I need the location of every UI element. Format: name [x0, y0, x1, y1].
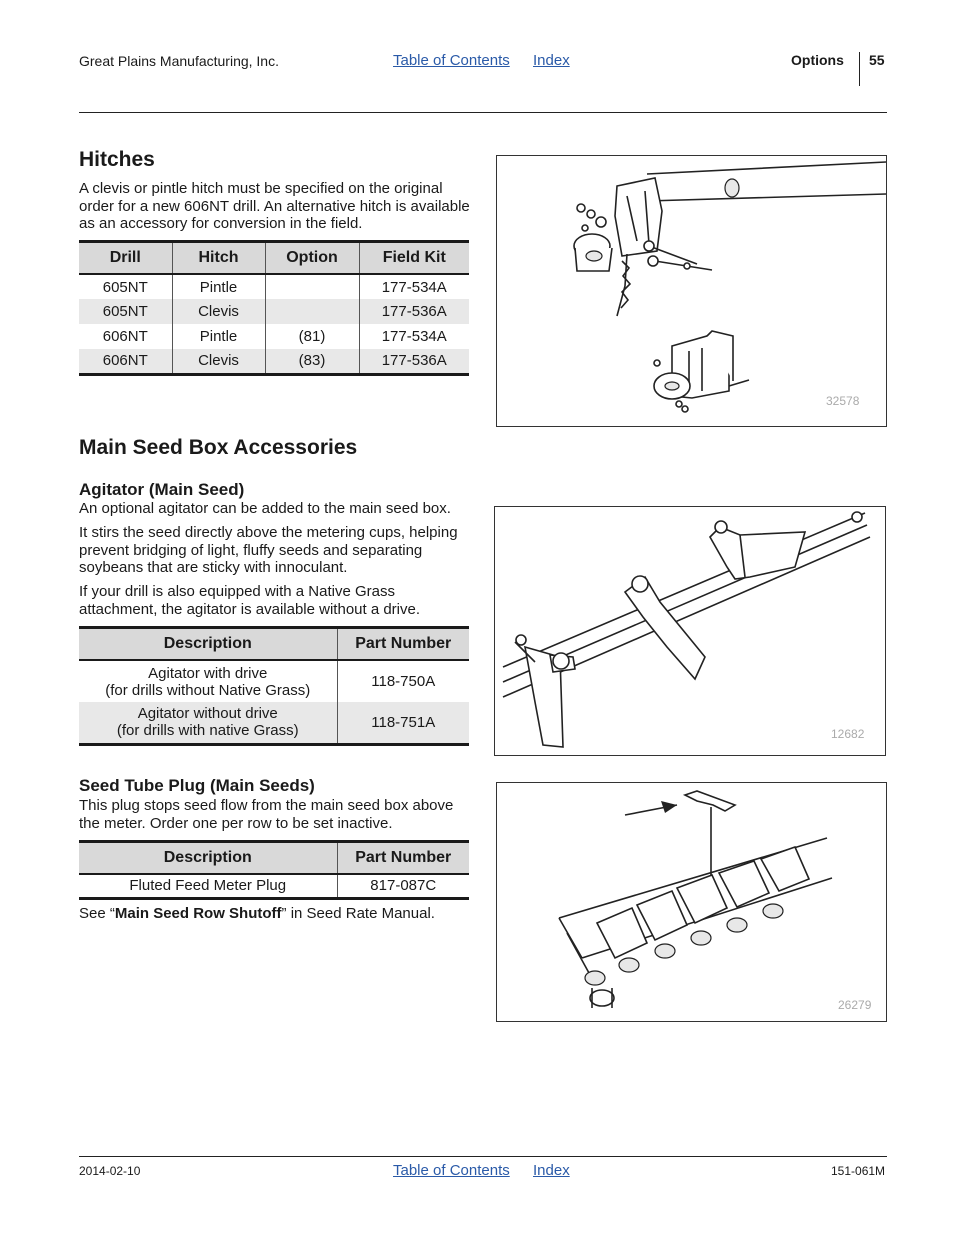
plug-illustration	[497, 783, 886, 1021]
agitator-title: Agitator (Main Seed)	[79, 480, 245, 499]
cell-option	[265, 274, 359, 299]
cell-field-kit: 177-536A	[359, 349, 469, 374]
hitches-table	[79, 240, 469, 376]
cell-option: (81)	[265, 324, 359, 349]
pointer-arrow-icon	[661, 801, 677, 813]
section-name: Options	[791, 52, 844, 68]
agitator-text-3: If your drill is also equipped with a Native Grass attachment, the agitator is available without a drive.	[79, 583, 421, 618]
index-link-top[interactable]: Index	[533, 52, 570, 69]
agitator-figure	[494, 506, 886, 756]
cell-part-number: 118-751A	[337, 702, 469, 744]
cell-part-number: 817-087C	[337, 874, 469, 898]
footer-rule	[79, 1156, 887, 1157]
col-header-option: Option	[265, 242, 359, 275]
col-header-part-number: Part Number	[337, 842, 469, 875]
plug-title: Seed Tube Plug (Main Seeds)	[79, 776, 315, 795]
cell-part-number: 118-750A	[337, 660, 469, 702]
plug-text: This plug stops seed flow from the main seed box above the meter. Order one per row to be set inactive.	[79, 797, 454, 832]
col-header-drill: Drill	[79, 242, 172, 275]
cell-drill: 606NT	[79, 349, 172, 374]
cell-hitch: Clevis	[172, 349, 265, 374]
cell-description	[79, 660, 337, 702]
cell-option: (83)	[265, 349, 359, 374]
col-header-description: Description	[79, 628, 337, 661]
table-header-row	[79, 628, 469, 661]
table-row	[79, 274, 469, 299]
agitator-illustration	[495, 507, 885, 755]
see-reference-title: Main Seed Row Shutoff	[114, 905, 282, 922]
table-header-row	[79, 842, 469, 875]
description-line-1: Agitator without drive	[137, 705, 278, 723]
description-line-2: (for drills with native Grass)	[116, 722, 299, 740]
cell-hitch: Clevis	[172, 299, 265, 324]
see-suffix: ” in Seed Rate Manual.	[281, 905, 435, 922]
toc-link-bottom[interactable]: Table of Contents	[393, 1162, 510, 1179]
see-prefix: See “	[79, 905, 115, 922]
description-line-2: (for drills without Native Grass)	[105, 681, 311, 699]
table-header-row	[79, 242, 469, 275]
description-line-1: Agitator with drive	[148, 664, 268, 682]
agitator-table	[79, 626, 469, 746]
agitator-text-1: An optional agitator can be added to the main seed box.	[79, 500, 451, 517]
table-row	[79, 324, 469, 349]
cell-hitch: Pintle	[172, 324, 265, 349]
table-row	[79, 299, 469, 324]
cell-field-kit: 177-534A	[359, 324, 469, 349]
agitator-figure-number: 12682	[831, 727, 865, 741]
cell-option	[265, 299, 359, 324]
footer-date: 2014-02-10	[79, 1164, 141, 1178]
cell-drill: 605NT	[79, 299, 172, 324]
table-row	[79, 349, 469, 374]
company-name: Great Plains Manufacturing, Inc.	[79, 53, 279, 69]
table-row	[79, 874, 469, 898]
col-header-hitch: Hitch	[172, 242, 265, 275]
col-header-part-number: Part Number	[337, 628, 469, 661]
footer-doc-number: 151-061M	[831, 1164, 886, 1178]
plug-figure-number: 26279	[838, 998, 872, 1012]
cell-field-kit: 177-536A	[359, 299, 469, 324]
cell-hitch: Pintle	[172, 274, 265, 299]
seedbox-title: Main Seed Box Accessories	[79, 436, 358, 459]
index-link-bottom[interactable]: Index	[533, 1162, 570, 1179]
page-number: 55	[869, 52, 885, 68]
col-header-field-kit: Field Kit	[359, 242, 469, 275]
table-row	[79, 702, 469, 744]
plug-figure	[496, 782, 887, 1022]
cell-drill: 606NT	[79, 324, 172, 349]
plug-table	[79, 840, 469, 900]
cell-drill: 605NT	[79, 274, 172, 299]
cell-field-kit: 177-534A	[359, 274, 469, 299]
hitch-illustration	[497, 156, 886, 426]
col-header-description: Description	[79, 842, 337, 875]
hitches-title: Hitches	[79, 148, 155, 171]
table-row	[79, 660, 469, 702]
toc-link-top[interactable]: Table of Contents	[393, 52, 510, 69]
hitch-figure-number: 32578	[826, 394, 860, 408]
see-reference	[79, 905, 479, 923]
hitch-figure	[496, 155, 887, 427]
agitator-text-2: It stirs the seed directly above the metering cups, helping prevent bridging of light, fluffy seeds and separating soybeans that are sticky with innoculant.	[79, 524, 458, 576]
cell-description	[79, 702, 337, 744]
header-rule	[79, 112, 887, 113]
cell-description: Fluted Feed Meter Plug	[79, 874, 337, 898]
header-divider	[859, 52, 860, 86]
hitches-text: A clevis or pintle hitch must be specified on the original order for a new 606NT drill. An alternative hitch is available as an accessory for conversion in the field.	[79, 180, 470, 232]
